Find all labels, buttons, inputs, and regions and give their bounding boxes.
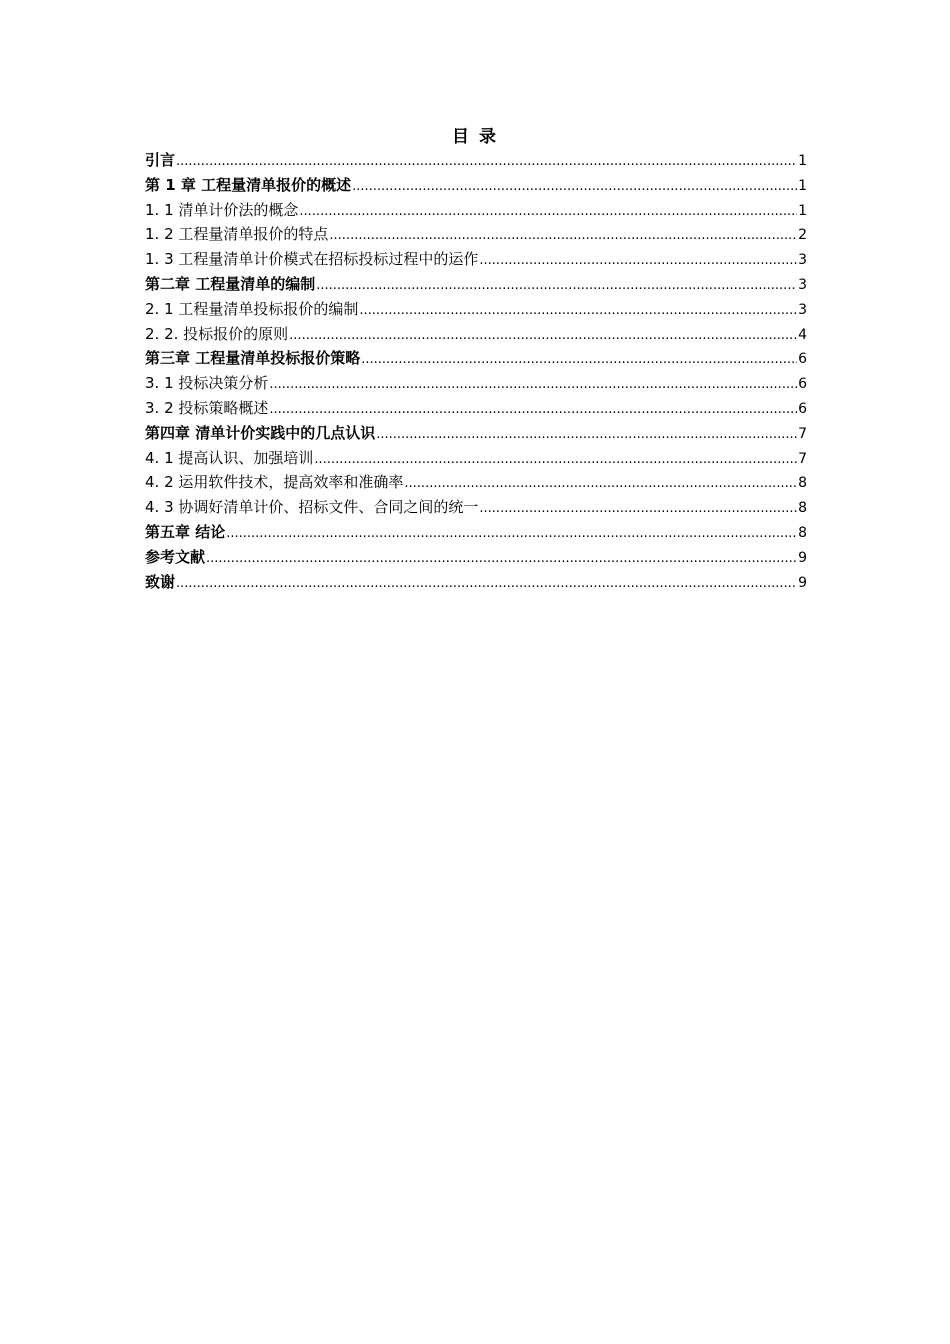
toc-page-number: 6 [798, 351, 807, 368]
toc-entry[interactable] [145, 371, 807, 396]
toc-entry[interactable] [145, 272, 807, 297]
toc-entry[interactable] [145, 470, 807, 495]
toc-entry[interactable] [145, 173, 807, 198]
toc-page-number: 4 [798, 326, 807, 343]
toc-dot-leader [359, 299, 797, 324]
toc-entry[interactable] [145, 446, 807, 471]
toc-entry[interactable] [145, 570, 807, 595]
toc-page-number: 8 [798, 500, 807, 517]
toc-page-number: 8 [798, 524, 807, 541]
toc-page-number: 3 [798, 301, 807, 318]
toc-page-number: 3 [798, 276, 807, 293]
toc-dot-leader [352, 175, 797, 200]
toc-dot-leader [329, 224, 797, 249]
toc-entry-text: 1. 2 工程量清单报价的特点 [145, 225, 329, 244]
toc-page-number: 1 [798, 202, 807, 219]
toc-entry-text: 2. 1 工程量清单投标报价的编制 [145, 299, 359, 318]
toc-entry[interactable] [145, 322, 807, 347]
toc-entry[interactable] [145, 297, 807, 322]
toc-entry[interactable] [145, 421, 807, 446]
toc-list [145, 148, 807, 594]
toc-dot-leader [479, 249, 797, 274]
toc-entry-text: 第二章 工程量清单的编制 [145, 274, 316, 293]
toc-page-number: 9 [798, 574, 807, 591]
toc-entry-text: 第 1 章 工程量清单报价的概述 [145, 175, 352, 194]
toc-dot-leader [316, 274, 797, 299]
toc-entry[interactable] [145, 545, 807, 570]
toc-entry[interactable] [145, 198, 807, 223]
toc-dot-leader [206, 547, 797, 572]
toc-entry-text: 2. 2. 投标报价的原则 [145, 324, 289, 343]
toc-title: 目 录 [452, 127, 498, 147]
toc-entry-text: 引言 [145, 151, 176, 169]
toc-page-number: 7 [798, 425, 807, 442]
toc-entry-text: 1. 1 清单计价法的概念 [145, 200, 299, 219]
toc-entry[interactable] [145, 346, 807, 371]
toc-entry-text: 4. 2 运用软件技术，提高效率和准确率 [145, 473, 404, 492]
toc-dot-leader [176, 150, 797, 175]
toc-dot-leader [176, 572, 797, 597]
toc-entry[interactable] [145, 520, 807, 545]
toc-dot-leader [314, 448, 797, 473]
toc-entry-text: 参考文献 [145, 547, 206, 566]
toc-dot-leader [269, 373, 797, 398]
toc-entry-text: 3. 1 投标决策分析 [145, 374, 269, 393]
toc-dot-leader [299, 200, 797, 225]
toc-entry[interactable] [145, 495, 807, 520]
toc-page-number: 8 [798, 475, 807, 492]
toc-dot-leader [226, 522, 797, 547]
toc-dot-leader [404, 472, 797, 497]
toc-entry-text: 4. 3 协调好清单计价、招标文件、合同之间的统一 [145, 498, 479, 517]
toc-entry-text: 致谢 [145, 572, 176, 591]
toc-page-number: 3 [798, 252, 807, 269]
toc-page-number: 6 [798, 400, 807, 417]
toc-entry[interactable] [145, 222, 807, 247]
toc-entry[interactable] [145, 396, 807, 421]
toc-entry-text: 1. 3 工程量清单计价模式在招标投标过程中的运作 [145, 250, 479, 269]
toc-dot-leader [376, 423, 797, 448]
toc-entry-text: 4. 1 提高认识、加强培训 [145, 448, 314, 467]
toc-dot-leader [361, 348, 797, 373]
toc-page-number: 1 [798, 177, 807, 194]
toc-dot-leader [479, 497, 797, 522]
toc-entry-text: 第五章 结论 [145, 522, 226, 541]
toc-entry[interactable] [145, 247, 807, 272]
toc-page-number: 1 [798, 153, 807, 169]
toc-entry-text: 第四章 清单计价实践中的几点认识 [145, 423, 376, 442]
toc-page-number: 2 [798, 227, 807, 244]
toc-page-number: 7 [798, 450, 807, 467]
toc-entry[interactable] [145, 148, 807, 173]
toc-page-number: 6 [798, 376, 807, 393]
toc-dot-leader [289, 324, 797, 349]
toc-entry-text: 第三章 工程量清单投标报价策略 [145, 349, 361, 368]
toc-dot-leader [269, 398, 797, 423]
toc-entry-text: 3. 2 投标策略概述 [145, 398, 269, 417]
toc-page-number: 9 [798, 549, 807, 566]
